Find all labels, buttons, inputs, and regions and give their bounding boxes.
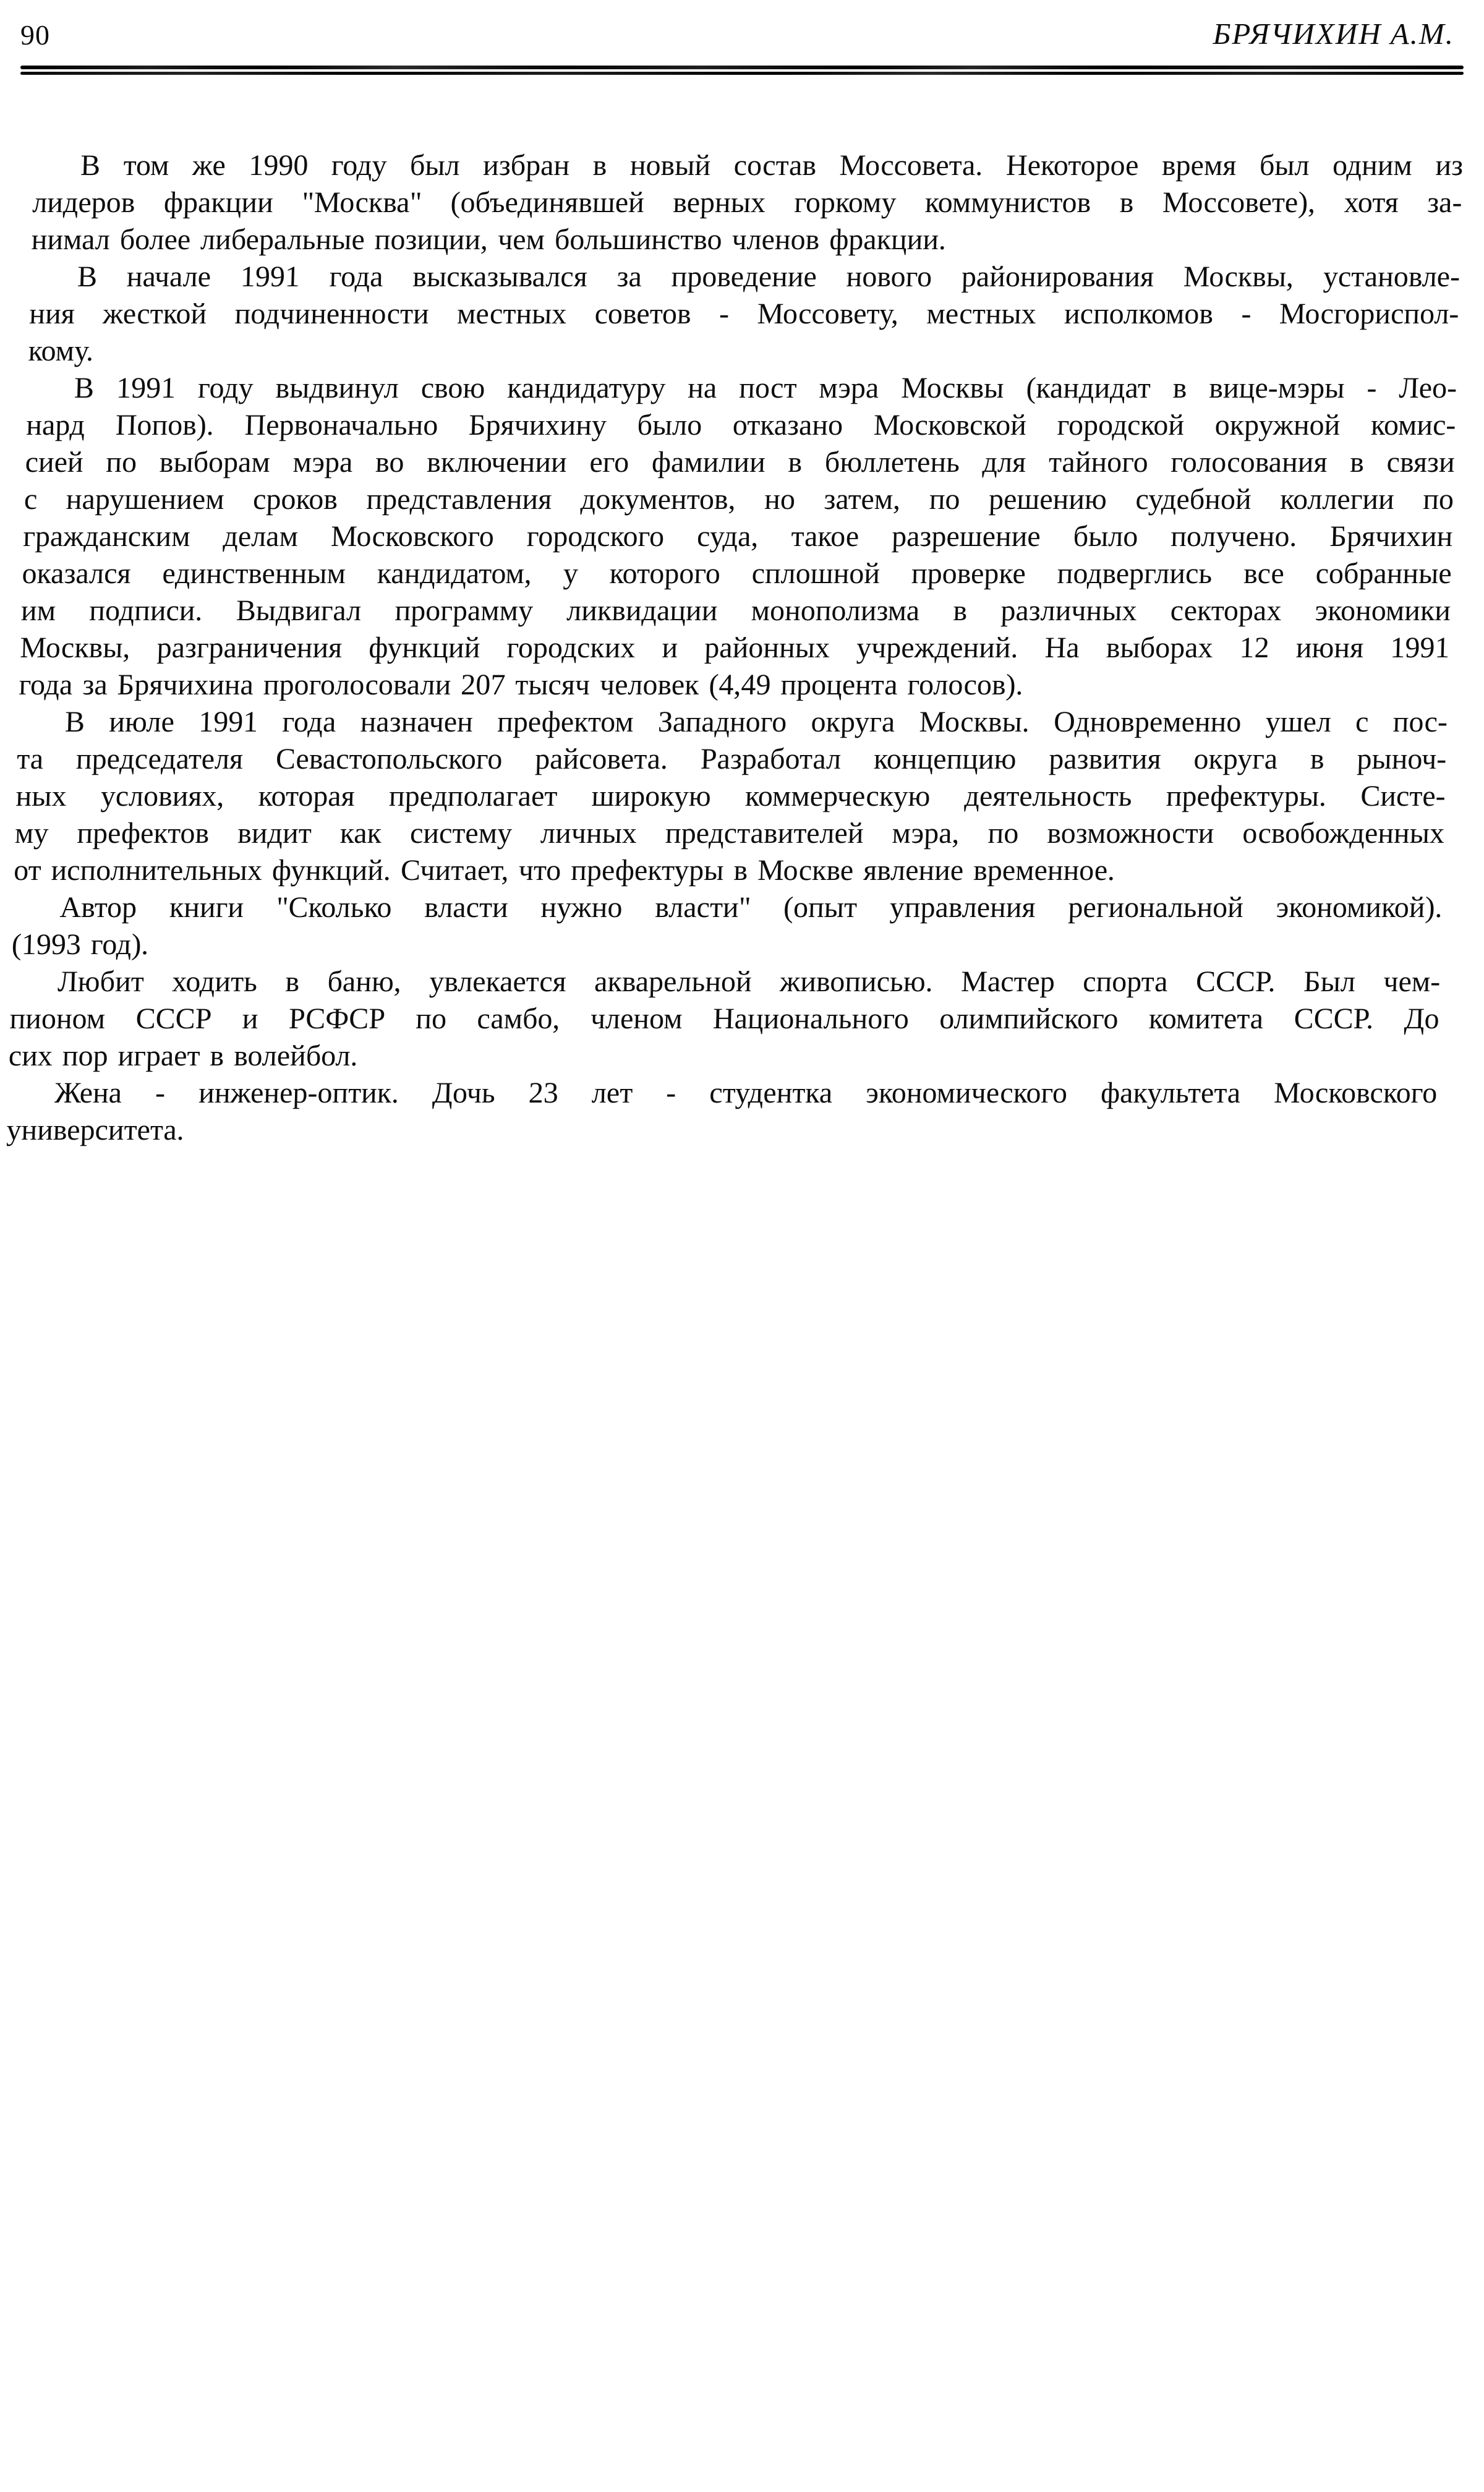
header-double-rule xyxy=(20,66,1464,77)
rule-line-top xyxy=(20,66,1464,69)
text-line: В том же 1990 году был избран в новый состав Моссовета. Некоторое время был одним из xyxy=(80,149,1464,182)
paragraph xyxy=(8,963,1441,1075)
text-line: му префектов видит как систему личных представителей мэра, по возможности освобожденных xyxy=(14,817,1445,850)
text-line: Автор книги "Сколько власти нужно власти" (опыт управления региональной экономикой). xyxy=(59,891,1443,924)
text-line: сих пор играет в волейбол. xyxy=(8,1039,359,1072)
text-line: ния жесткой подчиненности местных советов - Моссовету, местных исполкомов - Мосгориспол- xyxy=(28,297,1460,330)
paragraph xyxy=(13,704,1448,889)
text-line: Москвы, разграничения функций городских и районных учреждений. На выборах 12 июня 1991 xyxy=(19,631,1451,664)
paragraph xyxy=(28,258,1461,370)
text-line: сией по выборам мэра во включении его фамилии в бюллетень для тайного голосования в связи xyxy=(25,446,1456,479)
text-line: нард Попов). Первоначально Брячихину было отказано Московской городской окружной комис- xyxy=(25,409,1457,442)
rule-line-bottom xyxy=(20,72,1464,75)
text-line: оказался единственным кандидатом, у которого сплошной проверке подверглись все собранные xyxy=(22,557,1452,590)
text-line: Жена - инженер-оптик. Дочь 23 лет - студентка экономического факультета Московского xyxy=(54,1077,1438,1109)
paragraph xyxy=(11,889,1443,963)
text-line: им подписи. Выдвигал программу ликвидации монополизма в различных секторах экономики xyxy=(20,594,1451,627)
running-head-author: БРЯЧИХИН А.М. xyxy=(1213,17,1454,51)
text-line: В июле 1991 года назначен префектом Западного округа Москвы. Одновременно ушел с пос- xyxy=(64,706,1448,738)
text-line: нимал более либеральные позиции, чем большинство членов фракции. xyxy=(31,223,947,256)
paragraph xyxy=(19,370,1457,704)
text-line: университета. xyxy=(6,1114,185,1146)
page-number: 90 xyxy=(20,19,50,51)
text-line: лидеров фракции "Москва" (объединявшей верных горкому коммунистов в Моссовете), хотя за- xyxy=(32,186,1463,219)
text-line: та председателя Севастопольского райсовета. Разработал концепцию развития округа в рыноч- xyxy=(16,743,1448,775)
text-line: Любит ходить в баню, увлекается акварельной живописью. Мастер спорта СССР. Был чем- xyxy=(57,965,1441,998)
text-line: В 1991 году выдвинул свою кандидатуру на пост мэра Москвы (кандидат в вице-мэры - Лео- xyxy=(74,372,1457,404)
page-body xyxy=(6,147,1464,1149)
text-line: пионом СССР и РСФСР по самбо, членом Национального олимпийского комитета СССР. До xyxy=(9,1002,1440,1035)
text-line: от исполнительных функций. Считает, что префектуры в Москве явление временное. xyxy=(13,854,1115,887)
text-line: (1993 год). xyxy=(11,928,150,961)
text-line: с нарушением сроков представления документов, но затем, по решению судебной коллегии по xyxy=(23,483,1454,516)
text-line: года за Брячихина проголосовали 207 тысяч человек (4,49 процента голосов). xyxy=(18,668,1024,701)
text-line: ных условиях, которая предполагает широкую коммерческую деятельность префектуры. Систе- xyxy=(15,780,1446,813)
paragraph xyxy=(6,1075,1438,1149)
text-line: гражданским делам Московского городского суда, такое разрешение было получено. Брячихин xyxy=(22,520,1454,553)
text-line: кому. xyxy=(28,335,95,367)
text-line: В начале 1991 года высказывался за проведение нового районирования Москвы, установле- xyxy=(77,260,1461,293)
paragraph xyxy=(31,147,1464,258)
